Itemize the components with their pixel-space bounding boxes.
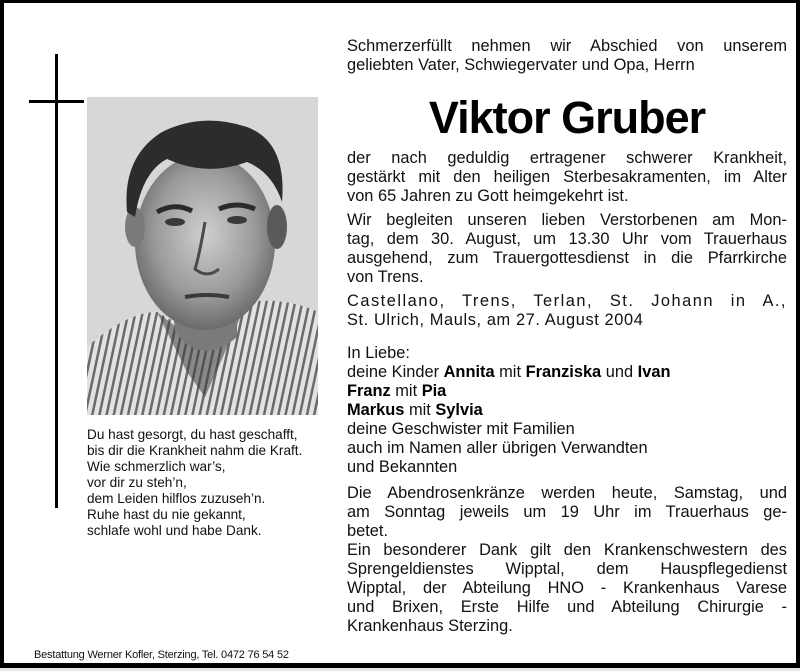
child-name: Markus — [347, 401, 405, 419]
spouse-name: Sylvia — [435, 401, 483, 419]
places-line: Castellano, Trens, Terlan, St. Johann in A., — [347, 292, 787, 310]
children-line: Franz mit Pia — [347, 382, 447, 400]
poem-line: Du hast gesorgt, du hast geschafft, — [87, 427, 298, 442]
thanks-line: Sprengeldienstes Wipptal, dem Hauspflegedienst — [347, 560, 787, 578]
poem-line: Wie schmerzlich war’s, — [87, 459, 226, 474]
funeral-info-line: Wir begleiten unseren lieben Verstorbenen am Mon- — [347, 211, 787, 229]
funeral-info-line: tag, dem 30. August, um 13.30 Uhr vom Trauerhaus — [347, 230, 787, 248]
thanks-line: Wipptal, der Abteilung HNO - Krankenhaus Varese — [347, 579, 787, 597]
spouse-name: Franziska — [525, 363, 602, 381]
spouse-name: Pia — [421, 382, 447, 400]
cross-vertical-bar — [55, 54, 58, 508]
rosary-line: am Sonntag jeweils um 19 Uhr im Trauerhaus ge- — [347, 503, 787, 521]
child-name: Annita — [443, 363, 495, 381]
death-info-line: gestärkt mit den heiligen Sterbesakramenten, im Alter — [347, 168, 787, 186]
rosary-line: betet. — [347, 522, 389, 540]
intro-line: geliebten Vater, Schwiegervater und Opa, Herrn — [347, 56, 695, 74]
thanks-line: Ein besonderer Dank gilt den Krankenschwestern des — [347, 541, 787, 559]
in-love-label: In Liebe: — [347, 344, 410, 362]
thanks-line: Krankenhaus Sterzing. — [347, 617, 513, 635]
poem-line: vor dir zu steh’n, — [87, 475, 187, 490]
cross-horizontal-bar — [29, 100, 84, 103]
funeral-home-footer: Bestattung Werner Kofler, Sterzing, Tel. 0472 76 54 52 — [34, 649, 289, 661]
intro-line: Schmerzerfüllt nehmen wir Abschied von unserem — [347, 37, 787, 55]
children-line: Markus mit Sylvia — [347, 401, 483, 419]
poem-line: schlafe wohl und habe Dank. — [87, 523, 262, 538]
rosary-line: Die Abendrosenkränze werden heute, Samstag, und — [347, 484, 787, 502]
date-line: St. Ulrich, Mauls, am 27. August 2004 — [347, 311, 644, 329]
poem-line: Ruhe hast du nie gekannt, — [87, 507, 246, 522]
poem-verse — [87, 427, 302, 539]
funeral-info-line: von Trens. — [347, 268, 424, 286]
death-info-line: von 65 Jahren zu Gott heimgekehrt ist. — [347, 187, 629, 205]
funeral-info-line: ausgehend, zum Trauergottesdienst in die Pfarrkirche — [347, 249, 787, 267]
children-line: deine Kinder Annita mit Franziska und Ivan — [347, 363, 671, 381]
funeral-info-paragraph — [347, 211, 787, 287]
child-name: Franz — [347, 382, 391, 400]
portrait-photo — [87, 97, 318, 415]
poem-line: bis dir die Krankheit nahm die Kraft. — [87, 443, 303, 458]
death-info-line: der nach geduldig ertragener schwerer Krankheit, — [347, 149, 787, 167]
relatives-line: auch im Namen aller übrigen Verwandten — [347, 439, 648, 457]
family-paragraph — [347, 344, 787, 477]
child-name: Ivan — [637, 363, 671, 381]
death-info-paragraph — [347, 149, 787, 206]
poem-line: dem Leiden hilflos zuzuseh’n. — [87, 491, 266, 506]
places-date-paragraph — [347, 292, 787, 330]
portrait-illustration — [87, 97, 318, 415]
siblings-line: deine Geschwister mit Familien — [347, 420, 575, 438]
thanks-paragraph — [347, 541, 787, 636]
rosary-paragraph — [347, 484, 787, 541]
intro-paragraph — [347, 37, 787, 75]
relatives-line: und Bekannten — [347, 458, 458, 476]
thanks-line: und Brixen, Erste Hilfe und Abteilung Chirurgie - — [347, 598, 787, 616]
deceased-name: Viktor Gruber — [428, 92, 706, 143]
